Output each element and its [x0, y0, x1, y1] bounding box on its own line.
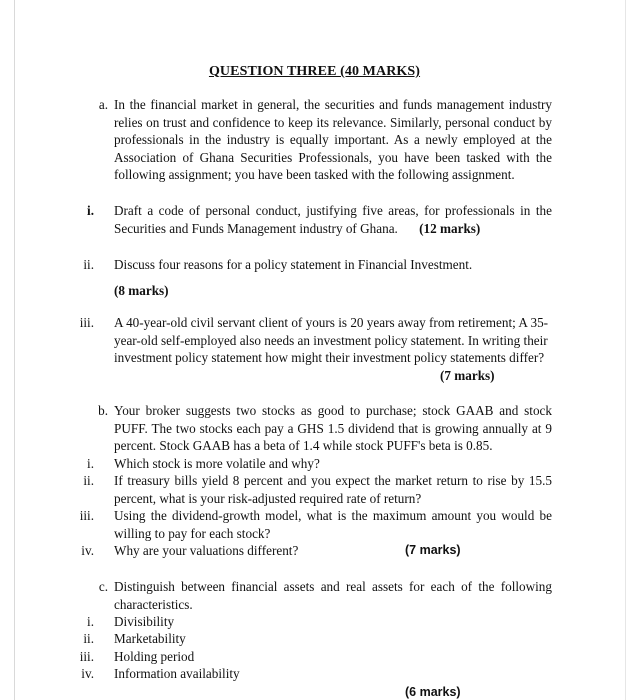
section-b-item-4 — [0, 542, 629, 560]
section-a-item-2-text: Discuss four reasons for a policy statement in Financial Investment. — [114, 257, 473, 272]
section-a-item-1-body: Draft a code of personal conduct, justifying five areas, for professionals in the Securities and Funds Management industry of Ghana. — [114, 203, 552, 236]
section-b-marks: (7 marks) — [405, 543, 461, 557]
section-c-item-1 — [0, 613, 629, 631]
section-c-item-3 — [0, 648, 629, 666]
section-b — [0, 402, 629, 462]
section-b-item-2-text: If treasury bills yield 8 percent and you expect the market return to rise by 15.5 percent, what is your risk-adjusted required rate of return? — [114, 473, 552, 506]
section-b-item-3-marker: iii. — [79, 508, 94, 523]
section-b-intro: Your broker suggests two stocks as good to purchase; stock GAAB and stock PUFF. The two stocks each pay a GHS 1.5 dividend that is growing annually at 9 percent. Stock GAAB has a beta of 1.4 while stock PUFF's beta is 0.85. — [114, 403, 552, 453]
section-a-item-1-text — [114, 202, 552, 237]
section-b-item-3-text: Using the dividend-growth model, what is the maximum amount you would be willing to pay for each stock? — [114, 508, 552, 541]
section-a-item-1-marks: (12 marks) — [419, 220, 481, 236]
section-c — [0, 578, 629, 614]
section-c-item-3-marker: iii. — [79, 649, 94, 664]
section-c-item-3-text: Holding period — [114, 649, 195, 664]
section-b-item-1-text: Which stock is more volatile and why? — [114, 456, 320, 471]
section-b-item-1 — [0, 455, 629, 473]
section-c-marks: (6 marks) — [405, 685, 461, 699]
section-a-item-2-marks: (8 marks) — [114, 283, 169, 298]
question-title: QUESTION THREE (40 MARKS) — [208, 64, 421, 79]
section-a-item-2 — [0, 256, 629, 301]
section-c-item-4-text: Information availability — [114, 666, 240, 681]
section-a-item-1 — [0, 202, 629, 242]
section-a-item-3-text: A 40-year-old civil servant client of yours is 20 years away from retirement; A 35-year-old self-employed also needs an investment policy statement. In writing their investment policy statement how might their investment policy statements differ? — [114, 315, 549, 365]
section-a-item-1-marker: i. — [87, 203, 94, 218]
section-c-item-4-marker: iv. — [81, 666, 94, 681]
section-c-item-2 — [0, 630, 629, 648]
section-c-item-1-text: Divisibility — [114, 614, 175, 629]
section-b-item-1-marker: i. — [87, 456, 94, 471]
section-b-marker: b. — [98, 403, 108, 418]
section-a-item-3-marker: iii. — [79, 315, 94, 330]
section-c-item-2-marker: ii. — [83, 631, 94, 646]
section-b-item-2 — [0, 472, 629, 508]
section-c-item-4 — [0, 665, 629, 683]
section-b-item-3 — [0, 507, 629, 543]
section-c-item-1-marker: i. — [87, 614, 94, 629]
section-a-item-2-marker: ii. — [83, 257, 94, 272]
section-a-intro: In the financial market in general, the securities and funds management industry relies on trust and confidence to keep its relevance. Similarly, personal conduct by professionals in the industry is equally important. As a newly employed at the Association of Ghana Securities Professionals, you have been tasked with the following assignment; you have been tasked with the following assignment. — [114, 97, 552, 182]
section-b-item-2-marker: ii. — [83, 473, 94, 488]
section-a-item-3-marks: (7 marks) — [440, 368, 495, 383]
section-c-marker: c. — [98, 579, 108, 594]
section-c-intro: Distinguish between financial assets and real assets for each of the following characteristics. — [114, 579, 552, 612]
section-b-item-4-marker: iv. — [81, 543, 94, 558]
section-c-item-2-text: Marketability — [114, 631, 186, 646]
section-a-marker: a. — [98, 97, 108, 112]
section-a-item-3 — [0, 314, 629, 389]
section-b-item-4-text: Why are your valuations different? — [114, 543, 299, 558]
